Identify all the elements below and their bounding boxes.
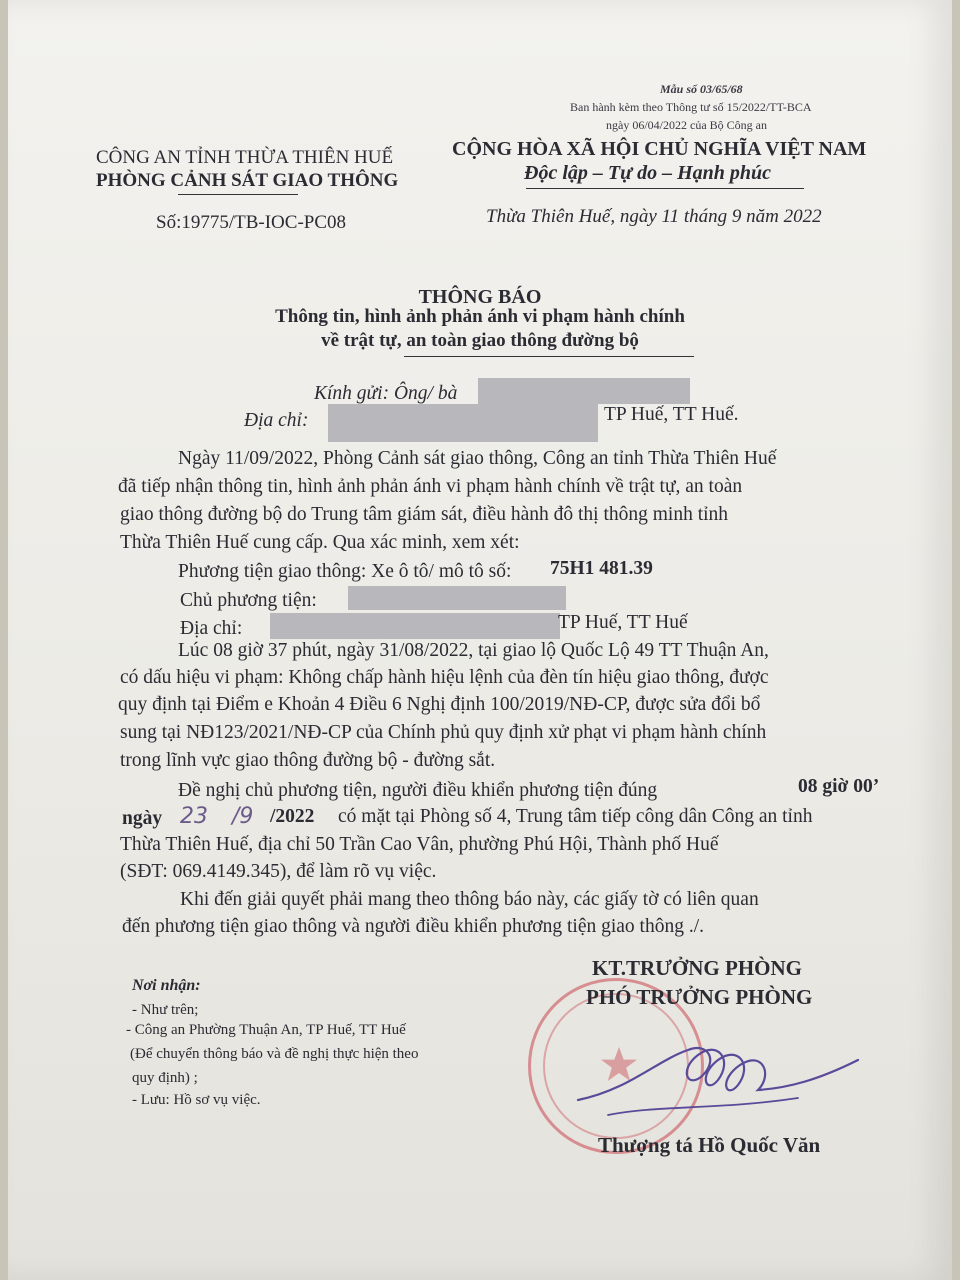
handwritten-month: /9 [232, 804, 254, 829]
agency-name: CÔNG AN TỈNH THỪA THIÊN HUẾ [96, 147, 394, 168]
recipient-label: Kính gửi: Ông/ bà [314, 383, 458, 404]
body-p3-line4: (SĐT: 069.4149.345), để làm rõ vụ việc. [120, 861, 437, 882]
notice-subtitle-2: về trật tự, an toàn giao thông đường bộ [321, 330, 639, 351]
body-p2-line4: sung tại NĐ123/2021/NĐ-CP của Chính phủ quy định xử phạt vi phạm hành chính [120, 722, 767, 743]
form-issued-line2: ngày 06/04/2022 của Bộ Công an [606, 118, 767, 132]
redacted-name [478, 378, 690, 404]
subtitle-underline [404, 356, 694, 357]
vehicle-label: Phương tiện giao thông: Xe ô tô/ mô tô số: [178, 561, 512, 582]
appointment-year: /2022 [270, 806, 315, 827]
redacted-owner-address [270, 613, 560, 639]
recipients-title: Nơi nhận: [132, 977, 201, 994]
vehicle-plate: 75H1 481.39 [550, 558, 653, 579]
body-p4-line2: đến phương tiện giao thông và người điều khiển phương tiện giao thông ./. [122, 916, 705, 937]
body-p3-line3: Thừa Thiên Huế, địa chỉ 50 Trần Cao Vân, phường Phú Hội, Thành phố Huế [120, 834, 719, 855]
owner-label: Chủ phương tiện: [180, 590, 317, 611]
handwritten-signature [568, 1020, 868, 1130]
body-p1-line3: giao thông đường bộ do Trung tâm giám sát, điều hành đô thị thông minh tỉnh [120, 504, 729, 525]
nation-motto: Độc lập – Tự do – Hạnh phúc [524, 162, 772, 184]
signatory-name: Thượng tá Hồ Quốc Văn [598, 1133, 821, 1157]
recipient-address-tail: TP Huế, TT Huế. [604, 404, 739, 425]
recipients-item-2: - Công an Phường Thuận An, TP Huế, TT Huế [126, 1022, 406, 1038]
redacted-owner [348, 586, 566, 610]
handwritten-day: 23 [180, 804, 208, 829]
redacted-address [328, 404, 598, 442]
body-p3-line1: Đề nghị chủ phương tiện, người điều khiển phương tiện đúng [178, 780, 658, 801]
agency-underline [178, 194, 298, 195]
agency-department: PHÒNG CẢNH SÁT GIAO THÔNG [96, 170, 399, 191]
signature-role-1: KT.TRƯỞNG PHÒNG [592, 956, 802, 980]
recipients-item-4: - Lưu: Hồ sơ vụ việc. [132, 1092, 261, 1108]
body-p1-line4: Thừa Thiên Huế cung cấp. Qua xác minh, xem xét: [120, 532, 520, 553]
place-date: Thừa Thiên Huế, ngày 11 tháng 9 năm 2022 [486, 206, 822, 227]
owner-address-label: Địa chỉ: [180, 618, 243, 639]
appointment-day-label: ngày [122, 808, 163, 829]
body-p2-line1: Lúc 08 giờ 37 phút, ngày 31/08/2022, tại giao lộ Quốc Lộ 49 TT Thuận An, [178, 640, 769, 661]
owner-address-tail: TP Huế, TT Huế [558, 612, 688, 633]
recipients-item-1: - Như trên; [132, 1002, 199, 1018]
body-p4-line1: Khi đến giải quyết phải mang theo thông báo này, các giấy tờ có liên quan [180, 889, 759, 910]
body-p1-line2: đã tiếp nhận thông tin, hình ảnh phản ánh vi phạm hành chính về trật tự, an toàn [118, 476, 743, 497]
body-p3-line2: có mặt tại Phòng số 4, Trung tâm tiếp công dân Công an tỉnh [338, 806, 813, 827]
notice-subtitle-1: Thông tin, hình ảnh phản ánh vi phạm hành chính [275, 306, 685, 327]
nation-title: CỘNG HÒA XÃ HỘI CHỦ NGHĨA VIỆT NAM [452, 138, 867, 160]
recipients-item-3b: quy định) ; [132, 1070, 198, 1086]
body-p2-line2: có dấu hiệu vi phạm: Không chấp hành hiệu lệnh của đèn tín hiệu giao thông, được [120, 667, 769, 688]
document-number: Số:19775/TB-IOC-PC08 [156, 212, 347, 233]
motto-underline [526, 188, 804, 189]
form-issued-line1: Ban hành kèm theo Thông tư số 15/2022/TT-BCA [570, 100, 812, 114]
body-p2-line3: quy định tại Điểm e Khoản 4 Điều 6 Nghị định 100/2019/NĐ-CP, được sửa đổi bổ [118, 694, 761, 715]
form-number: Mẫu số 03/65/68 [660, 82, 743, 96]
signature-role-2: PHÓ TRƯỞNG PHÒNG [586, 985, 813, 1009]
body-p2-line5: trong lĩnh vực giao thông đường bộ - đường sắt. [120, 750, 496, 771]
body-p1-line1: Ngày 11/09/2022, Phòng Cảnh sát giao thông, Công an tỉnh Thừa Thiên Huế [178, 448, 777, 469]
appointment-time: 08 giờ 00’ [798, 776, 880, 797]
recipients-item-3a: (Để chuyển thông báo và đề nghị thực hiện theo [130, 1046, 419, 1062]
recipient-address-label: Địa chỉ: [244, 410, 309, 431]
document-page [8, 0, 952, 1280]
notice-title: THÔNG BÁO [418, 286, 542, 308]
